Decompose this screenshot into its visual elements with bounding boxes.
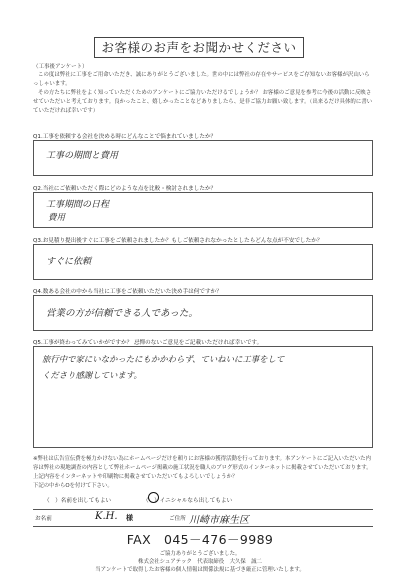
answer-2-line-1: 工事期間の日程 [46, 200, 110, 210]
name-suffix: 様 [126, 514, 133, 522]
intro-paragraph: その方たちに弊社をよく知っていただくためのアンケートにご協力いただけるでしょうか？ お客様のご意見を参考に今後の活動に反映させていただいと考えております。良かったこと、嬉しかったことなどありましたら、是非ご協力お願い致します。（出来るだけ具体的に書いていただければ幸いです） [33, 90, 373, 114]
selected-circle-icon [148, 492, 159, 503]
question-3: Q3.お見積り提出後すぐに工事をご依頼されましたか？もしご依頼されなかったとしたらどんな点が不安でしたか？ [33, 238, 323, 244]
intro-paragraph: この度は弊社に工事をご用命いただき、誠にありがとうございました。世の中には弊社の存在やサービスをご存知ないお客様が沢山いらっしゃいます。 [33, 72, 370, 87]
answer-4-line-1: 営業の方が信頼できる人であった。 [46, 308, 198, 319]
answer-1-line-1: 工事の期間と費用 [46, 151, 119, 161]
name-value[interactable]: K.H. [95, 511, 118, 522]
question-4: Q4.数ある会社の中から当社に工事をご依頼いただいた決め手は何ですか？ [33, 289, 222, 295]
name-label: お名前 [35, 516, 52, 522]
notice-instruction: 下記の中からOを付けて下さい。 [33, 483, 113, 489]
notice-paragraph: ※弊社は広告宣伝費を極力かけない為にホームページだけを頼りにお客様の獲得活動を行っております。本アンケートにご記入いただいた内容は弊社の現地調査の内容として弊社ホームページ掲載の施工状況を職人のブログ形式のインターネットに掲載させていただいております。上記内容をインターネットや印刷物に掲載させていただいてもよろしいでしょうか？ [33, 456, 372, 480]
consent-option-full-name[interactable]: （ ）名前を出してもよい [44, 498, 112, 504]
question-2: Q2.当社にご依頼いただく際にどのような点を比較・検討されましたか？ [33, 186, 217, 192]
page-title: お客様のお声をお聞かせください [94, 37, 304, 58]
address-label: ご住所 [169, 516, 186, 522]
answer-box-2[interactable] [33, 192, 373, 228]
customer-info-row [33, 509, 373, 527]
question-5: Q5.工事が終わってみていかがですか？ 忌憚のないご意見をご記載いただければ幸いです。 [33, 340, 263, 346]
publication-notice [33, 455, 373, 491]
footer-privacy: 当アンケートで取得したお客様の個人情報は関係法規に基づき厳正に管理いたします。 [95, 567, 305, 573]
fax-number: FAX 045－476－9989 [126, 532, 274, 547]
answer-5-line-2: くださり感謝しています。 [42, 370, 142, 380]
answer-box-1[interactable] [33, 140, 373, 176]
answer-box-5[interactable] [33, 346, 373, 448]
intro-text [33, 71, 373, 116]
answer-5-line-1: 旅行中で家にいなかったにもかかわらず、ていねいに工事をして [42, 354, 285, 364]
answer-2-line-2: 費用 [48, 213, 66, 223]
answer-box-3[interactable] [33, 244, 373, 280]
survey-label: （工事後アンケート） [33, 64, 88, 70]
answer-box-4[interactable] [33, 295, 373, 331]
consent-option-initials[interactable]: （ ）イニシャルなら出してもよい [143, 498, 233, 504]
footer-thanks: ご協力ありがとうございました。 [159, 551, 241, 557]
address-value[interactable]: 川崎市麻生区 [189, 515, 249, 526]
footer-company: 株式会社シュアテック 代表取締役 大久保 誠二 [138, 559, 262, 565]
question-1: Q1.工事を依頼する会社を決める時にどんなことで悩まれていましたか？ [33, 134, 217, 140]
answer-3-line-1: すぐに依頼 [46, 257, 92, 267]
